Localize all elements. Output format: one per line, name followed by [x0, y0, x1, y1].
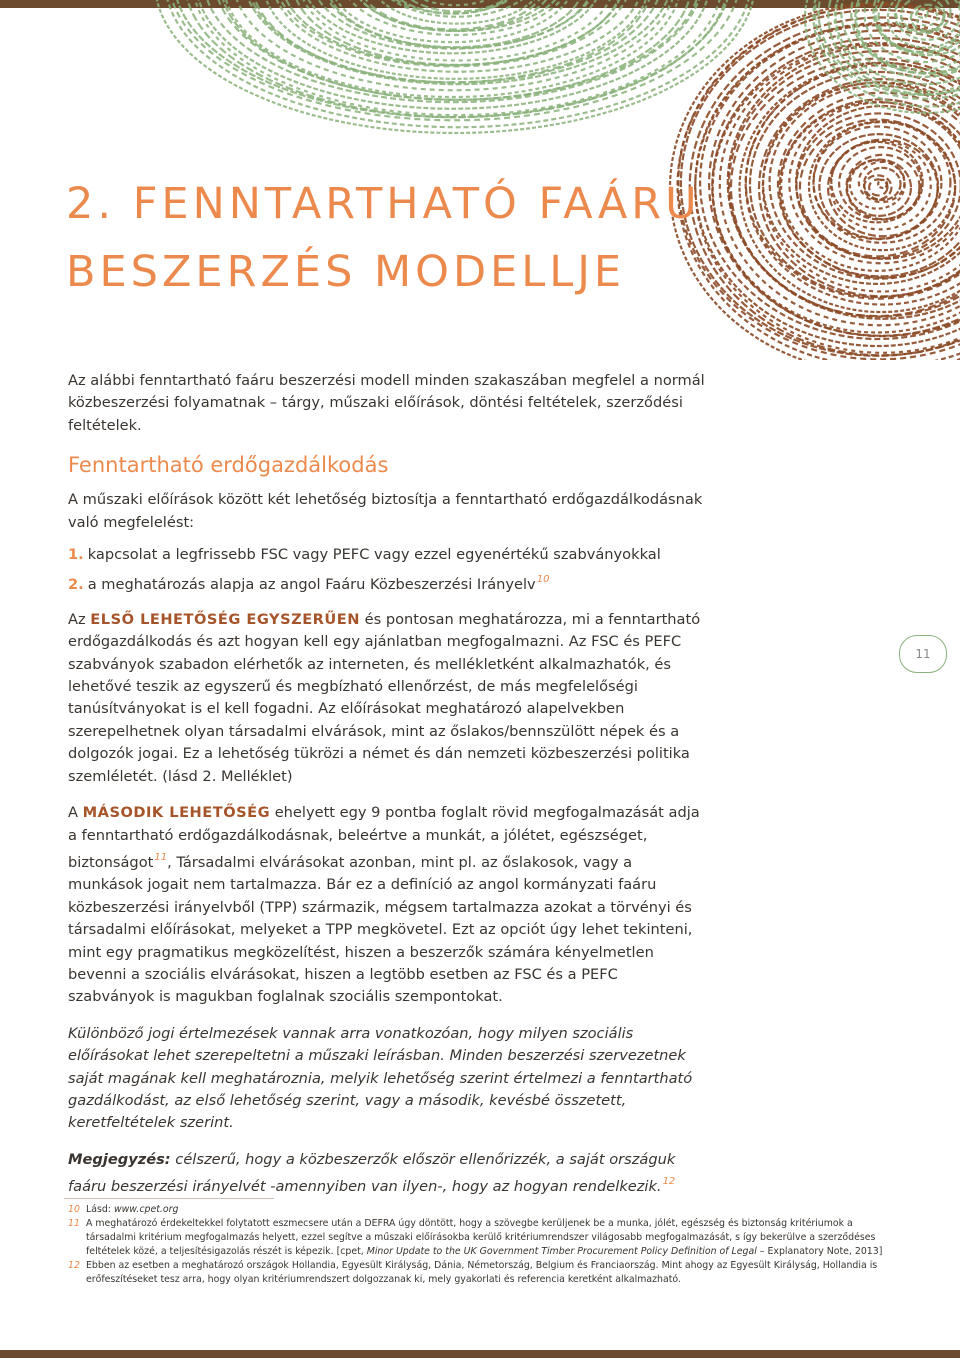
first-option-paragraph [68, 609, 708, 788]
footnote-item [68, 1217, 898, 1259]
footnote-number: 10 [68, 1204, 80, 1215]
footnote-text [86, 1203, 898, 1217]
text-run: és pontosan meghatározza, mi a fenntartható erdőgazdálkodás és azt hogyan kell egy ajánlatban megfogalmazni. Az FSC és PEFC szabványok szabadon elérhetők az interneten, és mellékletként alkalmazhatók, és lehetővé teszik az egyszerű és megbízható ellenőrzést, de más megfelelőségi tanúsítványokat is el kell fogadni. Az előírásokat meghatározó alapelvekben szerepelhetnek olyan társadalmi elvárások, mint az őslakos/bennszülött népek és a dolgozók jogai. Ez a lehetőség tükrözi a német és dán nemzeti közbeszerzési politika szemléletét. (lásd 2. Melléklet) [68, 610, 701, 785]
tree-ring-green-top [155, 0, 755, 133]
text-run: A meghatározó érdekeltekkel folytatott eszmecsere után a DEFRA úgy döntött, hogy a szövegbe kerüljenek be a munka, jólét, egészség és biztonság kritériumok a társadalmi kritérium megfogalmazás helyett, ezzel segítve a műszaki előírásokba kerülő kritériumrendszer világosabb megfogalmazását, s így bekerülve a szerződéses feltételek közé, a teljesítésigazolás részét is képezik. [cpet, [86, 1218, 876, 1257]
note-text: célszerű, hogy a közbeszerzők először ellenőrizzék, a saját országuk faáru beszerzési irányelvét -amennyiben van ilyen-, hogy az hogyan rendelkezik. [68, 1150, 676, 1196]
main-content [68, 370, 708, 1199]
second-option-paragraph [68, 802, 708, 1009]
footnote-text [86, 1259, 898, 1287]
keyword-second-option: MÁSODIK LEHETŐSÉG [82, 804, 271, 822]
italic-title: Minor Update to the UK Government Timber Procurement Policy Definition of Legal [366, 1246, 757, 1257]
title-line-1: 2. FENNTARTHATÓ FAÁRU [66, 179, 701, 229]
list-item-number: 1. [68, 546, 84, 564]
footnote-ref[interactable]: 12 [662, 1176, 676, 1188]
list-item-text: kapcsolat a legfrissebb FSC vagy PEFC vagy ezzel egyenértékű szabványokkal [87, 546, 661, 564]
intro-paragraph: Az alábbi fenntartható faáru beszerzési modell minden szakaszában megfelel a normál közbeszerzési folyamatnak – tárgy, műszaki előírások, döntési feltételek, szerződési feltételek. [68, 372, 705, 434]
note-paragraph [68, 1149, 708, 1199]
footnote-number: 11 [68, 1218, 80, 1229]
tree-ring-brown-right [670, 3, 960, 360]
footnote-text [86, 1217, 898, 1259]
text-run: , Társadalmi elvárásokat azonban, mint pl. az őslakosok, vagy a munkások jogait nem tartalmazza. Bár ez a definíció az angol kormányzati faáru közbeszerzési irányelvből (TPP) származik, mégsem tartalmazza azokat a törvényi és társadalmi előírásokat, melyeket a TPP megkövetel. Ezt az opciót úgy lehet tekinteni, mint egy pragmatikus megközelítést, hiszen a beszerzők számára kényelmetlen bevenni a szociális elvárásokat, hiszen a legtöbb esetben az FSC és a PEFC szabványok is magukban foglalnak szociális szempontokat. [68, 853, 693, 1006]
footnote-number: 12 [68, 1260, 80, 1271]
list-item [68, 544, 708, 566]
keyword-first-option: ELSŐ LEHETŐSÉG EGYSZERŰEN [90, 610, 360, 628]
footnote-ref[interactable]: 11 [154, 851, 168, 863]
bottom-bar [0, 1350, 960, 1358]
text-run: Ebben az esetben a meghatározó országok Hollandia, Egyesült Királyság, Dánia, Németország, Belgium és Franciaország. Mint ahogy az Egyesült Királyság, Hollandia is erőfeszítéseket tesz arra, hogy olyan kritériumrendszert dolgozzanak ki, mely gyakorlati és referencia keretként alkalmazható. [86, 1260, 878, 1285]
page-title [66, 170, 701, 306]
text-run: – Explanatory Note, 2013] [756, 1246, 883, 1257]
list-item-text: a meghatározás alapja az angol Faáru Közbeszerzési Irányelv [87, 576, 536, 594]
text-run: A [68, 804, 83, 822]
list-item [68, 569, 708, 596]
footnote-link[interactable]: www.cpet.org [113, 1204, 179, 1215]
list-item-number: 2. [68, 576, 84, 594]
footnote-item [68, 1203, 898, 1217]
footnote-item [68, 1259, 898, 1287]
text-run: Az [68, 610, 91, 628]
text-run: Lásd: [86, 1204, 114, 1215]
page-number: 11 [915, 647, 931, 661]
text-run: ehelyett egy 9 pontba foglalt rövid megfogalmazását adja a fenntartható erdőgazdálkodásnak, beleértve a munkát, a jólétet, egészséget, biztonságot [68, 804, 700, 871]
footnote-ref[interactable]: 10 [536, 574, 550, 586]
title-line-2: BESZERZÉS MODELLJE [66, 247, 626, 297]
footnotes [68, 1198, 898, 1287]
page-number-badge [899, 635, 947, 673]
section-lead: A műszaki előírások között két lehetőség biztosítja a fenntartható erdőgazdálkodásnak való megfelelést: [68, 491, 703, 531]
options-list [68, 544, 708, 597]
note-label: Megjegyzés: [68, 1150, 171, 1168]
legal-interpretation-paragraph: Különböző jogi értelmezések vannak arra vonatkozóan, hogy milyen szociális előírásokat lehet szerepeltetni a műszaki leírásban. Minden beszerzési szervezetnek saját magának kell meghatároznia, melyik lehetőség szerint értelmezi a fenntartható gazdálkodást, az első lehetőség szerint, vagy a második, kevésbé összetett, keretfeltételek szerint. [68, 1024, 693, 1132]
footnote-divider [64, 1198, 274, 1199]
section-heading: Fenntartható erdőgazdálkodás [68, 453, 389, 478]
